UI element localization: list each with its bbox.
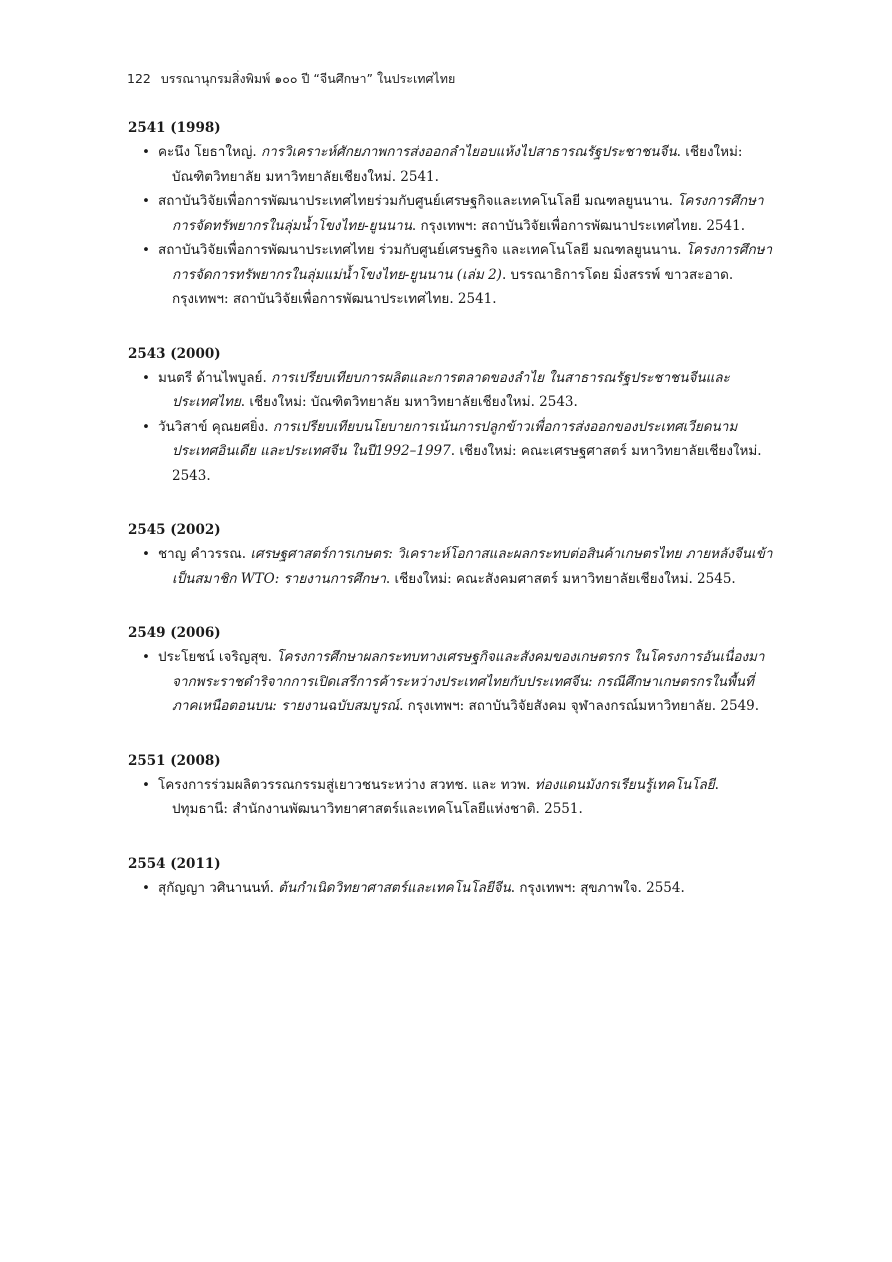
bibliography-entry: [128, 140, 778, 189]
entry-title: ท่องแดนมังกรเรียนรู้เทคโนโลยี: [534, 776, 715, 793]
year-heading: 2543 (2000): [128, 345, 221, 362]
entry-list: [128, 773, 778, 822]
entry-publication: . กรุงเทพฯ: สถาบันวิจัยเพื่อการพัฒนาประเทศไทย. 2541.: [411, 217, 745, 234]
bibliography-entry: [128, 238, 778, 312]
entry-title: ต้นกำเนิดวิทยาศาสตร์และเทคโนโลยีจีน: [278, 879, 511, 896]
year-heading: 2541 (1998): [128, 120, 221, 136]
entry-list: [128, 876, 778, 901]
entry-title: การเปรียบเทียบนโยบายการเน้นการปลูกข้าวเพื่อการส่งออกของประเทศเวียดนาม ประเทศอินเดีย และประเทศจีน ในปี1992–1997: [172, 418, 738, 459]
bibliography-content: [128, 119, 778, 933]
entry-author: คะนึง โยธาใหญ่.: [158, 144, 261, 160]
entry-list: [128, 140, 778, 312]
running-header: [127, 69, 455, 89]
year-heading: 2545 (2002): [128, 522, 221, 538]
bullet-icon: •: [142, 193, 150, 209]
entry-publication: . บรรณาธิการโดย มิ่งสรรพ์ ขาวสะอาด. กรุงเทพฯ: สถาบันวิจัยเพื่อการพัฒนาประเทศไทย. 2541.: [172, 266, 734, 307]
entry-title: โครงการศึกษาการจัดการทรัพยากรในลุ่มแม่น้ำโขงไทย-ยูนนาน (เล่ม 2): [172, 242, 773, 283]
entry-publication: . เชียงใหม่: คณะเศรษฐศาสตร์ มหาวิทยาลัยเชียงใหม่. 2543.: [172, 443, 762, 484]
bullet-icon: •: [142, 776, 150, 793]
bibliography-entry: [128, 773, 778, 822]
bullet-icon: •: [142, 242, 150, 258]
bullet-icon: •: [142, 418, 150, 435]
entry-author: วันวิสาข์ คุณยศยิ่ง.: [158, 418, 273, 435]
entry-publication: . เชียงใหม่: บัณฑิตวิทยาลัย มหาวิทยาลัยเชียงใหม่. 2541.: [172, 144, 743, 185]
year-section: [128, 345, 778, 489]
bullet-icon: •: [142, 144, 150, 160]
entry-title: เศรษฐศาสตร์การเกษตร: วิเคราะห์โอกาสและผลกระทบต่อสินค้าเกษตรไทย ภายหลังจีนเข้าเป็นสมาชิก WTO: รายงานการศึกษา: [172, 546, 773, 587]
year-section: [128, 119, 778, 312]
entry-publication: . ปทุมธานี: สำนักงานพัฒนาวิทยาศาสตร์และเทคโนโลยีแห่งชาติ. 2551.: [172, 776, 719, 817]
entry-author: โครงการร่วมผลิตวรรณกรรมสู่เยาวชนระหว่าง สวทช. และ ทวพ.: [158, 776, 535, 793]
bibliography-entry: [128, 542, 778, 591]
bullet-icon: •: [142, 649, 150, 665]
bibliography-entry: [128, 415, 778, 489]
year-heading: 2554 (2011): [128, 855, 221, 872]
entry-author: มนตรี ด้านไพบูลย์.: [158, 369, 272, 386]
bibliography-entry: [128, 366, 778, 415]
entry-publication: . กรุงเทพฯ: สุขภาพใจ. 2554.: [510, 879, 685, 896]
entry-publication: . เชียงใหม่: คณะสังคมศาสตร์ มหาวิทยาลัยเชียงใหม่. 2545.: [385, 570, 736, 587]
year-section: [128, 521, 778, 591]
entry-publication: . กรุงเทพฯ: สถาบันวิจัยสังคม จุฬาลงกรณ์มหาวิทยาลัย. 2549.: [399, 698, 760, 714]
entry-publication: . เชียงใหม่: บัณฑิตวิทยาลัย มหาวิทยาลัยเชียงใหม่. 2543.: [240, 394, 578, 410]
book-title: บรรณานุกรมสิ่งพิมพ์ ๑๐๐ ปี “จีนศึกษา” ในประเทศไทย: [160, 71, 456, 86]
entry-author: สุกัญญา วศินานนท์.: [158, 879, 279, 896]
bullet-icon: •: [142, 369, 150, 386]
entry-title: การวิเคราะห์ศักยภาพการส่งออกลำไยอบแห้งไปสาธารณรัฐประชาชนจีน: [260, 144, 677, 160]
page-number: 122: [127, 71, 151, 86]
bibliography-entry: [128, 189, 778, 238]
entry-author: สถาบันวิจัยเพื่อการพัฒนาประเทศไทยร่วมกับศูนย์เศรษฐกิจและเทคโนโลยี มณฑลยูนนาน.: [158, 193, 678, 209]
year-heading: 2549 (2006): [128, 625, 221, 641]
year-section: [128, 752, 778, 822]
entry-title: โครงการศึกษาการจัดทรัพยากรในลุ่มน้ำโขงไทย-ยูนนาน: [172, 193, 764, 234]
year-section: [128, 624, 778, 719]
entry-list: [128, 366, 778, 489]
entry-author: ชาญ คำวรรณ.: [158, 546, 251, 562]
entry-author: ประโยชน์ เจริญสุข.: [158, 649, 277, 665]
year-section: [128, 855, 778, 901]
entry-author: สถาบันวิจัยเพื่อการพัฒนาประเทศไทย ร่วมกับศูนย์เศรษฐกิจ และเทคโนโลยี มณฑลยูนนาน.: [158, 242, 686, 258]
bullet-icon: •: [142, 879, 150, 896]
entry-list: [128, 542, 778, 591]
entry-list: [128, 645, 778, 719]
bibliography-entry: [128, 645, 778, 719]
bibliography-entry: [128, 876, 778, 901]
bullet-icon: •: [142, 546, 150, 562]
entry-title: โครงการศึกษาผลกระทบทางเศรษฐกิจและสังคมของเกษตรกร ในโครงการอันเนื่องมาจากพระราชดำริจากการเปิดเสรีการค้าระหว่างประเทศไทยกับประเทศจีน: กรณีศึกษาเกษตรกรในพื้นที่ภาคเหนือตอนบน: รายงานฉบับสมบูรณ์: [172, 649, 765, 714]
entry-title: การเปรียบเทียบการผลิตและการตลาดของลำไย ในสาธารณรัฐประชาชนจีนและประเทศไทย: [172, 369, 730, 410]
year-heading: 2551 (2008): [128, 752, 221, 769]
